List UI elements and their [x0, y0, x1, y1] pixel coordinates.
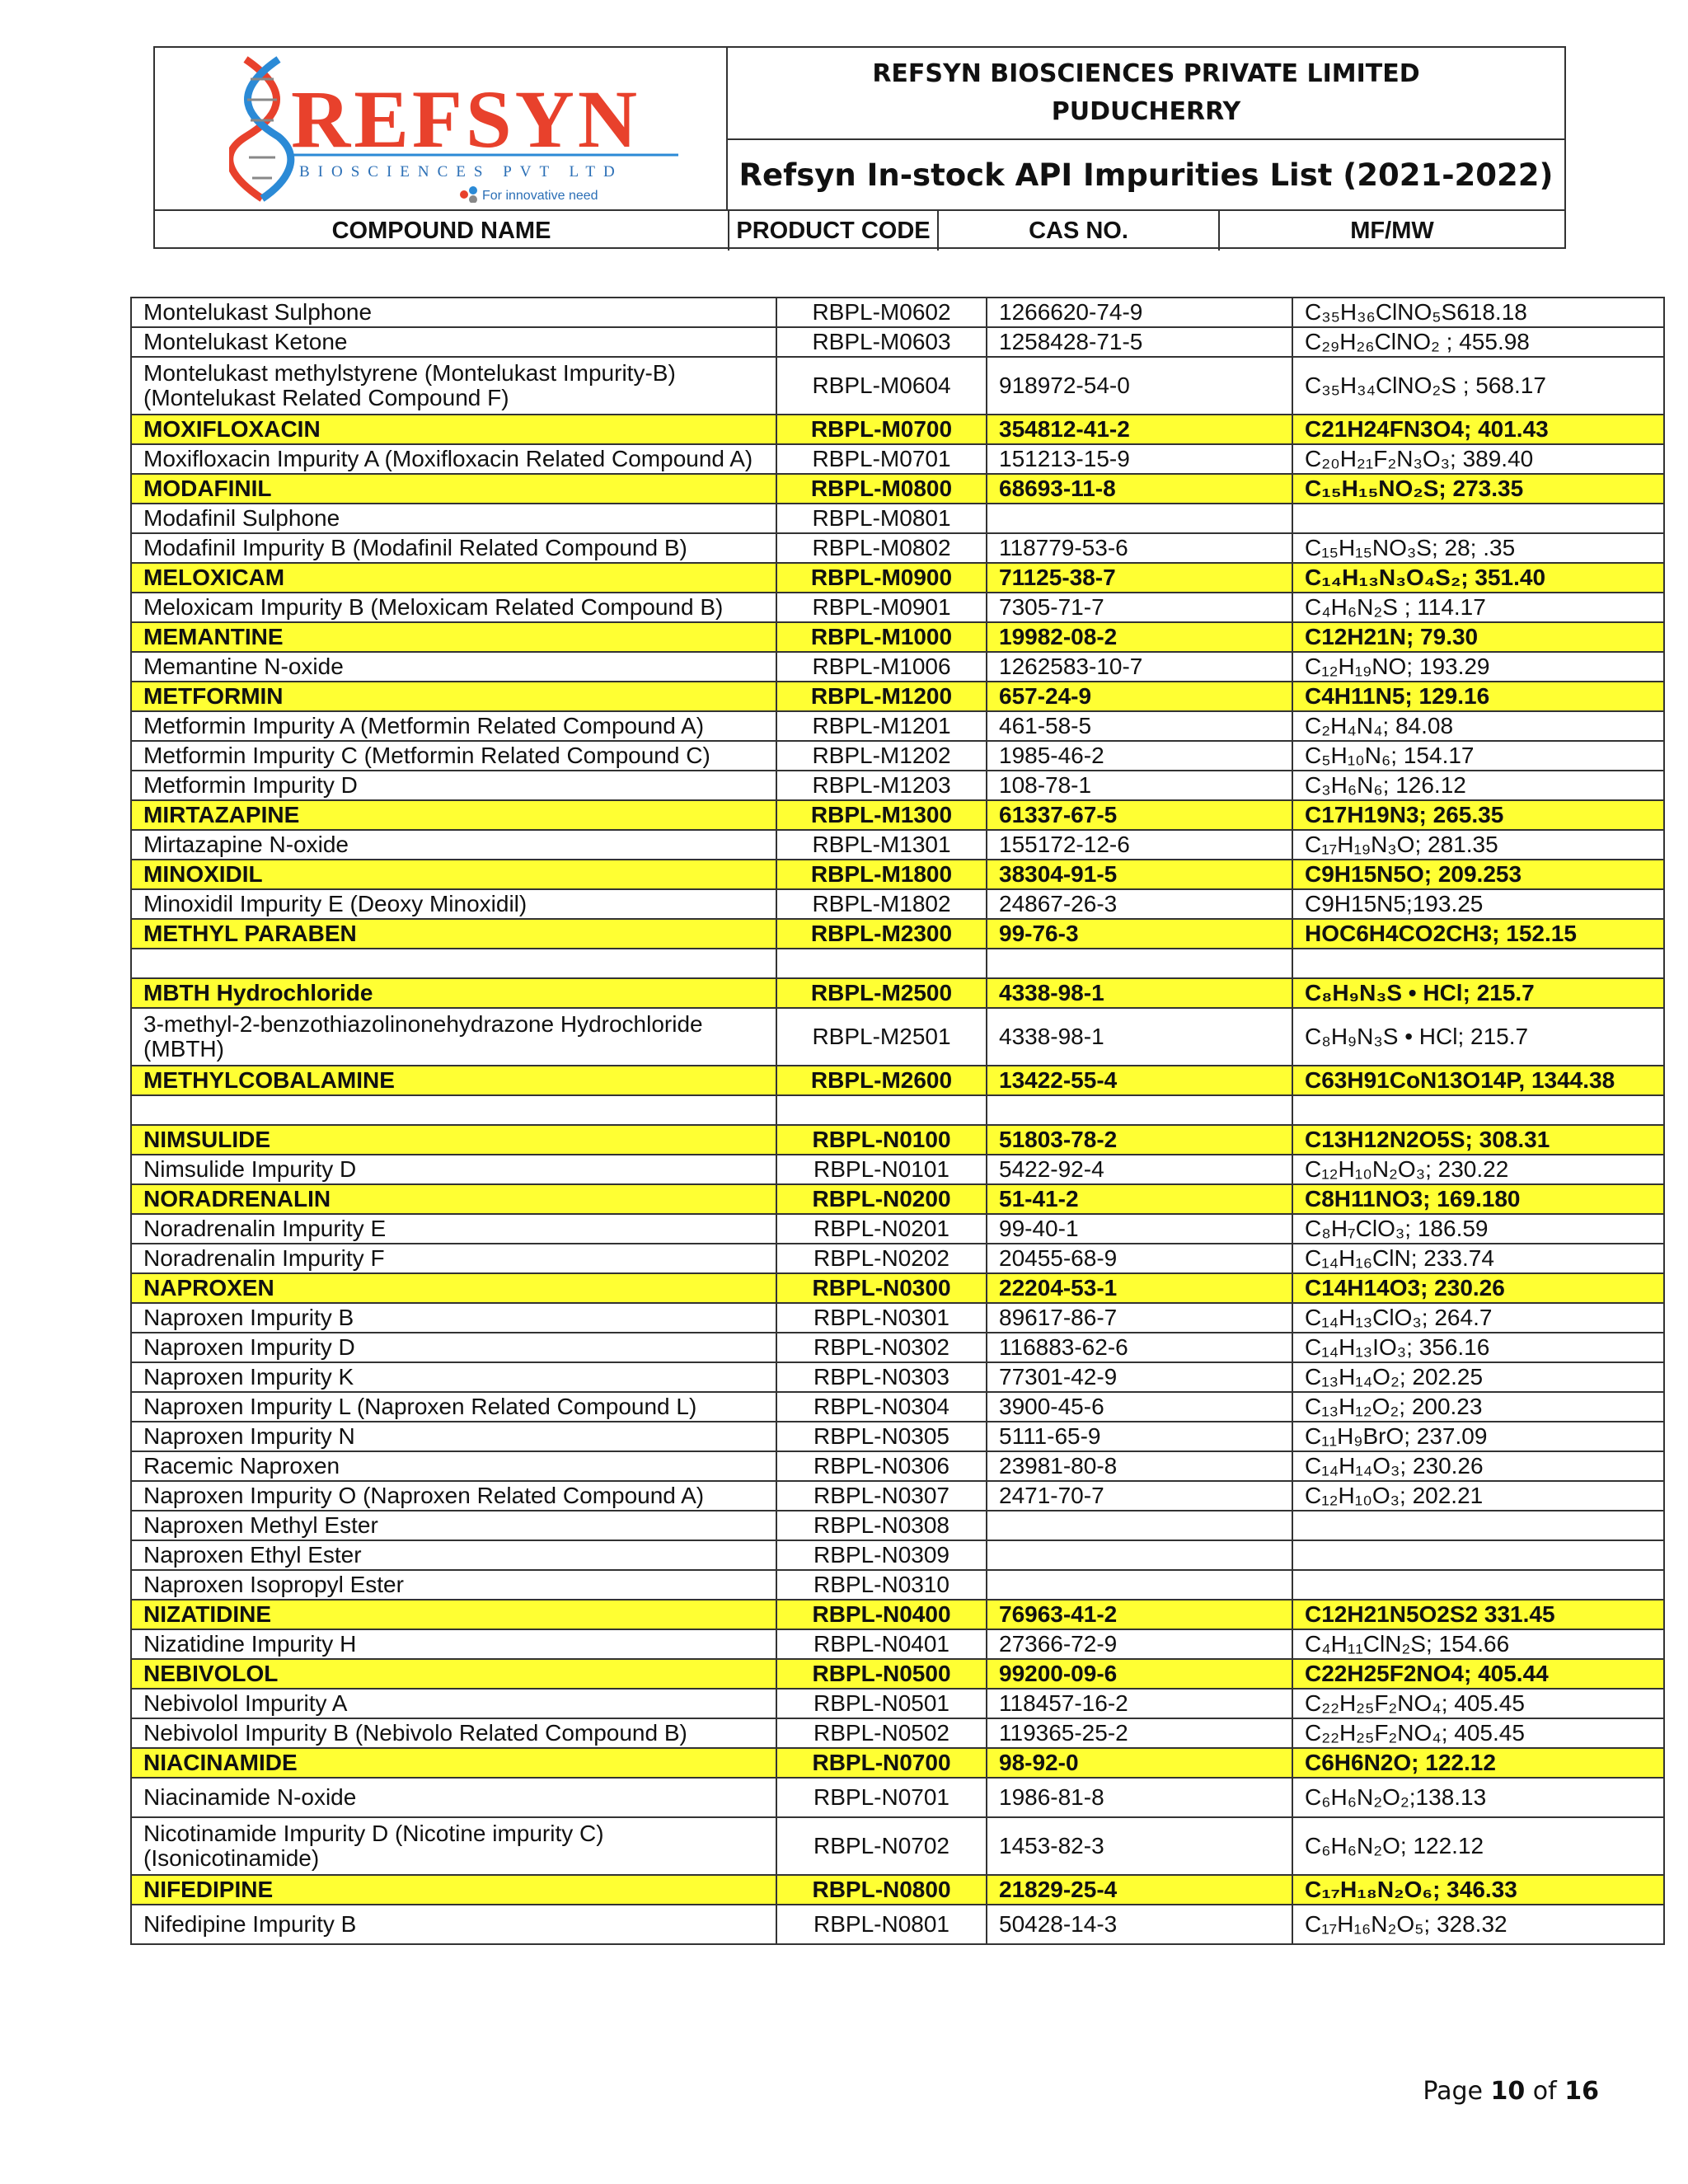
- cell-product-code: RBPL-M1000: [776, 622, 987, 652]
- cell-compound-name: [131, 949, 776, 978]
- cell-product-code: RBPL-M1802: [776, 889, 987, 919]
- table-row: [131, 1244, 1664, 1273]
- table-row: [131, 1392, 1664, 1422]
- cell-cas-no: 918972-54-0: [987, 357, 1292, 415]
- cell-compound-name: MBTH Hydrochloride: [131, 978, 776, 1008]
- table-row: [131, 1689, 1664, 1718]
- cell-product-code: RBPL-M0701: [776, 444, 987, 474]
- cell-mf-mw: C₁₄H₁₄O₃; 230.26: [1292, 1451, 1664, 1481]
- cell-cas-no: [987, 1570, 1292, 1600]
- cell-product-code: RBPL-M0604: [776, 357, 987, 415]
- blank-row: [131, 949, 1664, 978]
- cell-product-code: RBPL-M1006: [776, 652, 987, 682]
- cell-cas-no: 51-41-2: [987, 1184, 1292, 1214]
- cell-cas-no: 99200-09-6: [987, 1659, 1292, 1689]
- table-row-highlight: [131, 563, 1664, 593]
- cell-cas-no: 61337-67-5: [987, 800, 1292, 830]
- cell-mf-mw: C₁₃H₁₄O₂; 202.25: [1292, 1362, 1664, 1392]
- cell-mf-mw: [1292, 1511, 1664, 1540]
- cell-product-code: RBPL-M1201: [776, 711, 987, 741]
- cell-mf-mw: C₅H₁₀N₆; 154.17: [1292, 741, 1664, 771]
- cell-mf-mw: C₂₂H₂₅F₂NO₄; 405.45: [1292, 1718, 1664, 1748]
- cell-compound-name: Noradrenalin Impurity E: [131, 1214, 776, 1244]
- cell-cas-no: 1262583-10-7: [987, 652, 1292, 682]
- cell-cas-no: 118779-53-6: [987, 533, 1292, 563]
- table-row-highlight: [131, 1600, 1664, 1629]
- table-row: [131, 357, 1664, 415]
- cell-product-code: RBPL-N0305: [776, 1422, 987, 1451]
- blank-row: [131, 1095, 1664, 1125]
- table-row: [131, 1905, 1664, 1944]
- cell-compound-name: Montelukast Ketone: [131, 327, 776, 357]
- table-row-highlight: [131, 1748, 1664, 1778]
- cell-mf-mw: C12H21N; 79.30: [1292, 622, 1664, 652]
- table-row: [131, 889, 1664, 919]
- cell-cas-no: 38304-91-5: [987, 860, 1292, 889]
- table-row: [131, 1155, 1664, 1184]
- table-row: [131, 593, 1664, 622]
- cell-mf-mw: C₈H₉N₃S • HCl; 215.7: [1292, 978, 1664, 1008]
- document-header: [153, 46, 1566, 249]
- table-row: [131, 711, 1664, 741]
- cell-mf-mw: C₁₅H₁₅NO₃S; 28; .35: [1292, 533, 1664, 563]
- cell-mf-mw: C6H6N2O; 122.12: [1292, 1748, 1664, 1778]
- table-row-highlight: [131, 474, 1664, 504]
- cell-cas-no: 1985-46-2: [987, 741, 1292, 771]
- cell-mf-mw: C₃₅H₃₆ClNO₅S618.18: [1292, 298, 1664, 327]
- company-location: PUDUCHERRY: [1051, 97, 1241, 126]
- cell-mf-mw: C₁₄H₁₃N₃O₄S₂; 351.40: [1292, 563, 1664, 593]
- impurities-table: [130, 297, 1665, 1945]
- cell-compound-name: NORADRENALIN: [131, 1184, 776, 1214]
- cell-compound-name: NIACINAMIDE: [131, 1748, 776, 1778]
- cell-mf-mw: C₁₄H₁₆ClN; 233.74: [1292, 1244, 1664, 1273]
- cell-compound-name: Naproxen Impurity L (Naproxen Related Compound L): [131, 1392, 776, 1422]
- table-row: [131, 1451, 1664, 1481]
- page-footer: [1423, 2077, 1599, 2106]
- cell-cas-no: 51803-78-2: [987, 1125, 1292, 1155]
- table-row: [131, 1214, 1664, 1244]
- table-row: [131, 1481, 1664, 1511]
- cell-product-code: RBPL-N0300: [776, 1273, 987, 1303]
- cell-mf-mw: C14H14O3; 230.26: [1292, 1273, 1664, 1303]
- cell-cas-no: 27366-72-9: [987, 1629, 1292, 1659]
- cell-compound-name: Noradrenalin Impurity F: [131, 1244, 776, 1273]
- table-row-highlight: [131, 800, 1664, 830]
- cell-product-code: RBPL-M0800: [776, 474, 987, 504]
- cell-compound-name: Naproxen Impurity N: [131, 1422, 776, 1451]
- cell-product-code: RBPL-N0500: [776, 1659, 987, 1689]
- cell-product-code: RBPL-N0303: [776, 1362, 987, 1392]
- cell-mf-mw: C₁₄H₁₃ClO₃; 264.7: [1292, 1303, 1664, 1333]
- cell-compound-name: Moxifloxacin Impurity A (Moxifloxacin Related Compound A): [131, 444, 776, 474]
- cell-compound-name: MELOXICAM: [131, 563, 776, 593]
- cell-compound-name: Nifedipine Impurity B: [131, 1905, 776, 1944]
- table-row-highlight: [131, 1659, 1664, 1689]
- cell-mf-mw: C12H21N5O2S2 331.45: [1292, 1600, 1664, 1629]
- cell-cas-no: 89617-86-7: [987, 1303, 1292, 1333]
- cell-mf-mw: C63H91CoN13O14P, 1344.38: [1292, 1066, 1664, 1095]
- cell-cas-no: 5422-92-4: [987, 1155, 1292, 1184]
- cell-compound-name: Naproxen Impurity K: [131, 1362, 776, 1392]
- cell-product-code: RBPL-N0801: [776, 1905, 987, 1944]
- cell-compound-name: Naproxen Ethyl Ester: [131, 1540, 776, 1570]
- table-row-highlight: [131, 682, 1664, 711]
- page-total: 16: [1564, 2077, 1599, 2106]
- cell-compound-name: NIMSULIDE: [131, 1125, 776, 1155]
- cell-mf-mw: C21H24FN3O4; 401.43: [1292, 415, 1664, 444]
- cell-mf-mw: [1292, 1095, 1664, 1125]
- table-row-highlight: [131, 622, 1664, 652]
- cell-mf-mw: [1292, 949, 1664, 978]
- cell-compound-name: Montelukast Sulphone: [131, 298, 776, 327]
- cell-product-code: RBPL-M1301: [776, 830, 987, 860]
- cell-mf-mw: C₁₁H₉BrO; 237.09: [1292, 1422, 1664, 1451]
- table-row-highlight: [131, 415, 1664, 444]
- cell-compound-name: Naproxen Impurity D: [131, 1333, 776, 1362]
- table-row-highlight: [131, 1184, 1664, 1214]
- cell-mf-mw: C₈H₉N₃S • HCl; 215.7: [1292, 1008, 1664, 1066]
- cell-cas-no: 461-58-5: [987, 711, 1292, 741]
- cell-mf-mw: C₁₂H₁₉NO; 193.29: [1292, 652, 1664, 682]
- table-row: [131, 1422, 1664, 1451]
- cell-product-code: RBPL-M0700: [776, 415, 987, 444]
- cell-cas-no: 108-78-1: [987, 771, 1292, 800]
- cell-cas-no: 4338-98-1: [987, 1008, 1292, 1066]
- cell-mf-mw: C₁₂H₁₀N₂O₃; 230.22: [1292, 1155, 1664, 1184]
- cell-cas-no: 20455-68-9: [987, 1244, 1292, 1273]
- cell-product-code: RBPL-M0900: [776, 563, 987, 593]
- table-row-highlight: [131, 1066, 1664, 1095]
- table-row-highlight: [131, 1875, 1664, 1905]
- cell-compound-name: Metformin Impurity A (Metformin Related Compound A): [131, 711, 776, 741]
- cell-product-code: RBPL-M1200: [776, 682, 987, 711]
- cell-mf-mw: C₂₉H₂₆ClNO₂ ; 455.98: [1292, 327, 1664, 357]
- table-row: [131, 533, 1664, 563]
- cell-product-code: RBPL-M1203: [776, 771, 987, 800]
- cell-mf-mw: C₄H₁₁ClN₂S; 154.66: [1292, 1629, 1664, 1659]
- company-name: REFSYN BIOSCIENCES PRIVATE LIMITED: [872, 59, 1420, 88]
- cell-compound-name: MINOXIDIL: [131, 860, 776, 889]
- cell-mf-mw: C13H12N2O5S; 308.31: [1292, 1125, 1664, 1155]
- cell-mf-mw: C₁₇H₁₉N₃O; 281.35: [1292, 830, 1664, 860]
- cell-mf-mw: C₈H₇ClO₃; 186.59: [1292, 1214, 1664, 1244]
- cell-mf-mw: C9H15N5O; 209.253: [1292, 860, 1664, 889]
- cell-product-code: RBPL-N0307: [776, 1481, 987, 1511]
- cell-cas-no: 24867-26-3: [987, 889, 1292, 919]
- cell-product-code: RBPL-M1202: [776, 741, 987, 771]
- cell-cas-no: 1266620-74-9: [987, 298, 1292, 327]
- cell-mf-mw: C22H25F2NO4; 405.44: [1292, 1659, 1664, 1689]
- cell-mf-mw: C4H11N5; 129.16: [1292, 682, 1664, 711]
- table-row: [131, 1303, 1664, 1333]
- cell-cas-no: 50428-14-3: [987, 1905, 1292, 1944]
- cell-product-code: RBPL-N0501: [776, 1689, 987, 1718]
- cell-mf-mw: C₃₅H₃₄ClNO₂S ; 568.17: [1292, 357, 1664, 415]
- cell-product-code: RBPL-N0302: [776, 1333, 987, 1362]
- cell-compound-name: Nebivolol Impurity B (Nebivolo Related Compound B): [131, 1718, 776, 1748]
- cell-mf-mw: C9H15N5;193.25: [1292, 889, 1664, 919]
- cell-mf-mw: C₁₇H₁₈N₂O₆; 346.33: [1292, 1875, 1664, 1905]
- col-header-compound: COMPOUND NAME: [155, 209, 728, 251]
- cell-product-code: RBPL-N0401: [776, 1629, 987, 1659]
- table-row: [131, 830, 1664, 860]
- cell-compound-name: MOXIFLOXACIN: [131, 415, 776, 444]
- cell-compound-name: 3-methyl-2-benzothiazolinonehydrazone Hydrochloride (MBTH): [131, 1008, 776, 1066]
- cell-compound-name: Niacinamide N-oxide: [131, 1778, 776, 1817]
- cell-product-code: RBPL-N0800: [776, 1875, 987, 1905]
- cell-cas-no: [987, 504, 1292, 533]
- cell-product-code: RBPL-N0306: [776, 1451, 987, 1481]
- cell-mf-mw: C₁₅H₁₅NO₂S; 273.35: [1292, 474, 1664, 504]
- table-row: [131, 1540, 1664, 1570]
- cell-mf-mw: [1292, 1570, 1664, 1600]
- cell-mf-mw: [1292, 1540, 1664, 1570]
- table-row: [131, 327, 1664, 357]
- table-row: [131, 1333, 1664, 1362]
- cell-cas-no: 13422-55-4: [987, 1066, 1292, 1095]
- table-row: [131, 504, 1664, 533]
- cell-mf-mw: C₂H₄N₄; 84.08: [1292, 711, 1664, 741]
- cell-product-code: RBPL-N0101: [776, 1155, 987, 1184]
- company-cell: [728, 48, 1564, 140]
- cell-compound-name: Meloxicam Impurity B (Meloxicam Related Compound B): [131, 593, 776, 622]
- cell-cas-no: 657-24-9: [987, 682, 1292, 711]
- table-row-highlight: [131, 860, 1664, 889]
- cell-compound-name: Nicotinamide Impurity D (Nicotine impurity C) (Isonicotinamide): [131, 1817, 776, 1875]
- table-row: [131, 1718, 1664, 1748]
- logo-tagline: For innovative need: [482, 189, 598, 203]
- cell-mf-mw: C₁₄H₁₃IO₃; 356.16: [1292, 1333, 1664, 1362]
- cell-cas-no: [987, 1540, 1292, 1570]
- cell-product-code: [776, 949, 987, 978]
- cell-compound-name: METFORMIN: [131, 682, 776, 711]
- cell-compound-name: Modafinil Impurity B (Modafinil Related Compound B): [131, 533, 776, 563]
- table-row: [131, 1629, 1664, 1659]
- logo-cell: [155, 48, 728, 209]
- col-header-cas: CAS NO.: [937, 209, 1218, 251]
- cell-product-code: RBPL-N0100: [776, 1125, 987, 1155]
- cell-mf-mw: [1292, 504, 1664, 533]
- cell-compound-name: Naproxen Impurity B: [131, 1303, 776, 1333]
- cell-compound-name: Montelukast methylstyrene (Montelukast Impurity-B) (Montelukast Related Compound F): [131, 357, 776, 415]
- cell-product-code: RBPL-M2600: [776, 1066, 987, 1095]
- page-of: of: [1525, 2077, 1565, 2106]
- document-title: Refsyn In-stock API Impurities List (2021-2022): [738, 157, 1554, 193]
- cell-cas-no: 7305-71-7: [987, 593, 1292, 622]
- table-row: [131, 1570, 1664, 1600]
- cell-product-code: RBPL-N0301: [776, 1303, 987, 1333]
- cell-product-code: RBPL-M0602: [776, 298, 987, 327]
- cell-compound-name: NEBIVOLOL: [131, 1659, 776, 1689]
- table-row-highlight: [131, 1125, 1664, 1155]
- cell-compound-name: Memantine N-oxide: [131, 652, 776, 682]
- refsyn-logo: [229, 54, 691, 203]
- cell-product-code: RBPL-N0400: [776, 1600, 987, 1629]
- cell-compound-name: Nebivolol Impurity A: [131, 1689, 776, 1718]
- cell-compound-name: NIZATIDINE: [131, 1600, 776, 1629]
- cell-product-code: RBPL-N0309: [776, 1540, 987, 1570]
- cell-product-code: RBPL-M1800: [776, 860, 987, 889]
- cell-compound-name: NAPROXEN: [131, 1273, 776, 1303]
- cell-mf-mw: C₁₇H₁₆N₂O₅; 328.32: [1292, 1905, 1664, 1944]
- cell-product-code: RBPL-M2501: [776, 1008, 987, 1066]
- cell-cas-no: 155172-12-6: [987, 830, 1292, 860]
- cell-product-code: RBPL-M2500: [776, 978, 987, 1008]
- cell-compound-name: Metformin Impurity D: [131, 771, 776, 800]
- cell-product-code: RBPL-N0304: [776, 1392, 987, 1422]
- cell-cas-no: 151213-15-9: [987, 444, 1292, 474]
- page-label: Page: [1423, 2077, 1491, 2106]
- cell-product-code: RBPL-M0801: [776, 504, 987, 533]
- cell-mf-mw: C₂₀H₂₁F₂N₃O₃; 389.40: [1292, 444, 1664, 474]
- col-header-code: PRODUCT CODE: [728, 209, 937, 251]
- cell-cas-no: 1986-81-8: [987, 1778, 1292, 1817]
- cell-cas-no: 77301-42-9: [987, 1362, 1292, 1392]
- cell-cas-no: 98-92-0: [987, 1748, 1292, 1778]
- cell-compound-name: MEMANTINE: [131, 622, 776, 652]
- cell-compound-name: METHYLCOBALAMINE: [131, 1066, 776, 1095]
- cell-compound-name: MODAFINIL: [131, 474, 776, 504]
- cell-mf-mw: C₁₂H₁₀O₃; 202.21: [1292, 1481, 1664, 1511]
- cell-mf-mw: C₆H₆N₂O₂;138.13: [1292, 1778, 1664, 1817]
- cell-mf-mw: C₄H₆N₂S ; 114.17: [1292, 593, 1664, 622]
- cell-compound-name: Naproxen Methyl Ester: [131, 1511, 776, 1540]
- table-row: [131, 1362, 1664, 1392]
- table-row: [131, 298, 1664, 327]
- cell-product-code: RBPL-M1300: [776, 800, 987, 830]
- cell-cas-no: 5111-65-9: [987, 1422, 1292, 1451]
- cell-mf-mw: HOC6H4CO2CH3; 152.15: [1292, 919, 1664, 949]
- table-row: [131, 1511, 1664, 1540]
- cell-product-code: RBPL-N0700: [776, 1748, 987, 1778]
- cell-mf-mw: C₂₂H₂₅F₂NO₄; 405.45: [1292, 1689, 1664, 1718]
- cell-compound-name: [131, 1095, 776, 1125]
- cell-cas-no: 2471-70-7: [987, 1481, 1292, 1511]
- cell-cas-no: 116883-62-6: [987, 1333, 1292, 1362]
- table-row: [131, 771, 1664, 800]
- table-row: [131, 1817, 1664, 1875]
- cell-mf-mw: C₆H₆N₂O; 122.12: [1292, 1817, 1664, 1875]
- cell-product-code: RBPL-N0310: [776, 1570, 987, 1600]
- cell-cas-no: 1453-82-3: [987, 1817, 1292, 1875]
- cell-compound-name: Nizatidine Impurity H: [131, 1629, 776, 1659]
- cell-product-code: RBPL-M0802: [776, 533, 987, 563]
- cell-cas-no: 71125-38-7: [987, 563, 1292, 593]
- table-row: [131, 444, 1664, 474]
- table-row: [131, 1778, 1664, 1817]
- cell-mf-mw: C8H11NO3; 169.180: [1292, 1184, 1664, 1214]
- table-row: [131, 1008, 1664, 1066]
- cell-compound-name: Naproxen Isopropyl Ester: [131, 1570, 776, 1600]
- cell-product-code: RBPL-N0701: [776, 1778, 987, 1817]
- cell-product-code: RBPL-N0202: [776, 1244, 987, 1273]
- cell-cas-no: [987, 1095, 1292, 1125]
- cell-mf-mw: C17H19N3; 265.35: [1292, 800, 1664, 830]
- cell-compound-name: Naproxen Impurity O (Naproxen Related Compound A): [131, 1481, 776, 1511]
- cell-compound-name: METHYL PARABEN: [131, 919, 776, 949]
- cell-product-code: [776, 1095, 987, 1125]
- cell-compound-name: MIRTAZAPINE: [131, 800, 776, 830]
- cell-compound-name: Mirtazapine N-oxide: [131, 830, 776, 860]
- cell-compound-name: Racemic Naproxen: [131, 1451, 776, 1481]
- page-number: 10: [1490, 2077, 1526, 2106]
- cell-compound-name: Modafinil Sulphone: [131, 504, 776, 533]
- cell-cas-no: 99-40-1: [987, 1214, 1292, 1244]
- cell-mf-mw: C₁₃H₁₂O₂; 200.23: [1292, 1392, 1664, 1422]
- cell-cas-no: [987, 1511, 1292, 1540]
- cell-cas-no: 23981-80-8: [987, 1451, 1292, 1481]
- cell-product-code: RBPL-M2300: [776, 919, 987, 949]
- cell-cas-no: 68693-11-8: [987, 474, 1292, 504]
- cell-cas-no: 4338-98-1: [987, 978, 1292, 1008]
- cell-cas-no: [987, 949, 1292, 978]
- cell-compound-name: Nimsulide Impurity D: [131, 1155, 776, 1184]
- cell-product-code: RBPL-M0901: [776, 593, 987, 622]
- cell-product-code: RBPL-N0702: [776, 1817, 987, 1875]
- table-row-highlight: [131, 1273, 1664, 1303]
- table-row: [131, 652, 1664, 682]
- cell-cas-no: 19982-08-2: [987, 622, 1292, 652]
- cell-compound-name: Metformin Impurity C (Metformin Related Compound C): [131, 741, 776, 771]
- logo-text: REFSYN: [291, 73, 641, 165]
- cell-cas-no: 21829-25-4: [987, 1875, 1292, 1905]
- cell-cas-no: 3900-45-6: [987, 1392, 1292, 1422]
- cell-cas-no: 1258428-71-5: [987, 327, 1292, 357]
- cell-cas-no: 118457-16-2: [987, 1689, 1292, 1718]
- cell-cas-no: 99-76-3: [987, 919, 1292, 949]
- cell-product-code: RBPL-M0603: [776, 327, 987, 357]
- cell-product-code: RBPL-N0201: [776, 1214, 987, 1244]
- table-row-highlight: [131, 978, 1664, 1008]
- cell-product-code: RBPL-N0308: [776, 1511, 987, 1540]
- cell-compound-name: NIFEDIPINE: [131, 1875, 776, 1905]
- cell-cas-no: 22204-53-1: [987, 1273, 1292, 1303]
- cell-compound-name: Minoxidil Impurity E (Deoxy Minoxidil): [131, 889, 776, 919]
- cell-product-code: RBPL-N0502: [776, 1718, 987, 1748]
- cell-cas-no: 76963-41-2: [987, 1600, 1292, 1629]
- table-row: [131, 741, 1664, 771]
- logo-subtitle: BIOSCIENCES PVT LTD: [299, 163, 623, 180]
- cell-cas-no: 119365-25-2: [987, 1718, 1292, 1748]
- table-row-highlight: [131, 919, 1664, 949]
- col-header-mf: MF/MW: [1218, 209, 1564, 251]
- cell-cas-no: 354812-41-2: [987, 415, 1292, 444]
- cell-product-code: RBPL-N0200: [776, 1184, 987, 1214]
- cell-mf-mw: C₃H₆N₆; 126.12: [1292, 771, 1664, 800]
